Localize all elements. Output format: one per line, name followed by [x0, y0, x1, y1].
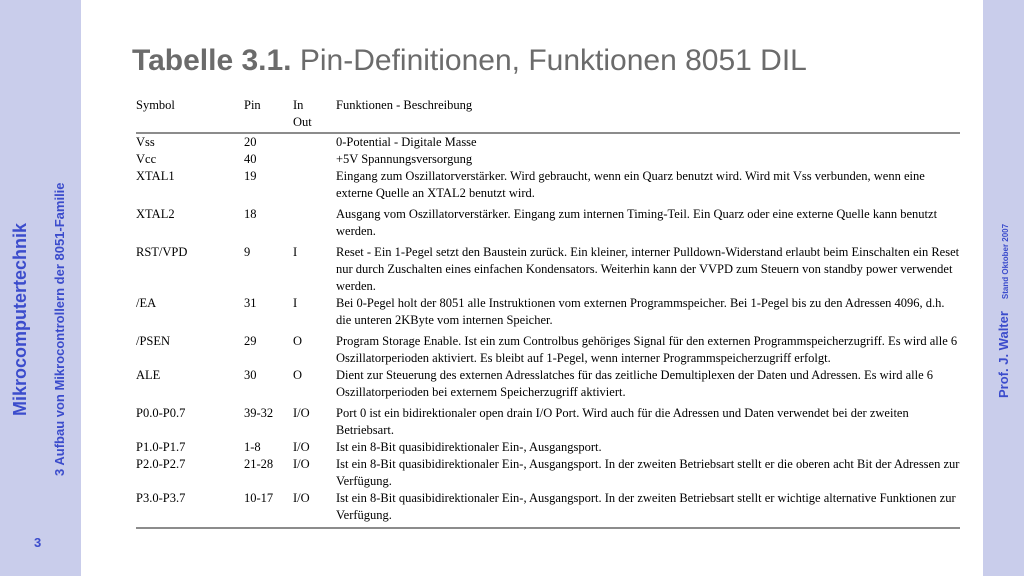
cell-description: Ist ein 8-Bit quasibidirektionaler Ein-, Ausgangsport. In der zweiten Betriebsart stellt er wichtige alternative Funktionen zur Verfügung.: [336, 491, 956, 522]
cell-pin: 30: [244, 368, 257, 382]
cell-description: Port 0 ist ein bidirektionaler open drain I/O Port. Wird auch für die Adressen und Daten verwendet bei der zweiten Betriebsart.: [336, 406, 909, 437]
cell-symbol: P2.0-P2.7: [136, 457, 186, 471]
cell-symbol: P1.0-P1.7: [136, 440, 186, 454]
cell-io: I/O: [293, 491, 310, 505]
cell-io: I: [293, 296, 298, 310]
table-row: [136, 439, 960, 456]
author-footer: [996, 224, 1011, 398]
header-symbol: Symbol: [136, 95, 244, 133]
table-header-row: [136, 95, 960, 133]
header-in-out: In Out: [293, 95, 336, 133]
cell-pin: 19: [244, 169, 257, 183]
cell-pin: 21-28: [244, 457, 274, 471]
cell-description: Dient zur Steuerung des externen Adresslatches für das zeitliche Demultiplexen der Daten und Adressen. Es wird alle 6 Oszillatorperioden bei externem Speicherzugriff aktiviert.: [336, 368, 934, 399]
table-row: [136, 367, 960, 401]
header-description: Funktionen - Beschreibung: [336, 95, 960, 133]
cell-description: Bei 0-Pegel holt der 8051 alle Instruktionen vom externen Programmspeicher. Bei 1-Pegel bis zu den Adressen 4096, d.h. die unteren 2KByte vom internen Speicher.: [336, 296, 945, 327]
page-number: 3: [34, 535, 42, 550]
cell-io: [293, 168, 336, 202]
pin-table: [136, 95, 960, 529]
table-row: [136, 240, 960, 295]
cell-symbol: Vss: [136, 135, 155, 149]
title-number: Tabelle 3.1.: [132, 44, 292, 77]
cell-description: Program Storage Enable. Ist ein zum Controlbus gehöriges Signal für den externen Programmspeicherzugriff. Es wird alle 6 Oszillatorperioden aktiviert. Es bleibt auf 1-Pegel, wenn interner Programmspeicherzugriff erfolgt.: [336, 334, 958, 365]
cell-symbol: RST/VPD: [136, 245, 188, 259]
cell-pin: 31: [244, 296, 257, 310]
cell-io: I/O: [293, 440, 310, 454]
cell-pin: 20: [244, 135, 257, 149]
chapter-title: 3 Aufbau von Mikrocontrollern der 8051-Familie: [52, 182, 67, 476]
table-row: [136, 202, 960, 240]
cell-pin: 39-32: [244, 406, 274, 420]
cell-symbol: /EA: [136, 296, 157, 310]
page-title: [132, 44, 807, 78]
table-row: [136, 456, 960, 490]
stand-date: Stand Oktober 2007: [1001, 223, 1010, 300]
table-row: [136, 401, 960, 439]
title-text: Pin-Definitionen, Funktionen 8051 DIL: [299, 44, 807, 77]
author-name: Prof. J. Walter: [996, 311, 1011, 398]
cell-symbol: P0.0-P0.7: [136, 406, 186, 420]
table-row: [136, 133, 960, 151]
table-row: [136, 329, 960, 367]
cell-io: O: [293, 368, 303, 382]
course-title: Mikrocomputertechnik: [10, 222, 30, 416]
cell-io: [293, 151, 336, 168]
cell-io: I: [293, 245, 298, 259]
cell-pin: 18: [244, 207, 257, 221]
cell-description: Ausgang vom Oszillatorverstärker. Eingang zum internen Timing-Teil. Ein Quarz oder eine externe Quelle kann benutzt werden.: [336, 207, 938, 238]
cell-symbol: ALE: [136, 368, 161, 382]
cell-pin: 10-17: [244, 491, 274, 505]
cell-pin: 9: [244, 245, 251, 259]
cell-io: I/O: [293, 457, 310, 471]
table-row: [136, 490, 960, 528]
table-row: [136, 295, 960, 329]
cell-description: 0-Potential - Digitale Masse: [336, 135, 477, 149]
cell-io: I/O: [293, 406, 310, 420]
cell-description: +5V Spannungsversorgung: [336, 152, 473, 166]
cell-io: [293, 133, 336, 151]
header-pin: Pin: [244, 95, 293, 133]
cell-description: Eingang zum Oszillatorverstärker. Wird gebraucht, wenn ein Quarz benutzt wird. Wird mit Vss verbunden, wenn eine externe Quelle an XTAL2 benutzt wird.: [336, 169, 925, 200]
cell-symbol: P3.0-P3.7: [136, 491, 186, 505]
cell-io: O: [293, 334, 303, 348]
cell-pin: 40: [244, 152, 257, 166]
cell-symbol: XTAL1: [136, 169, 175, 183]
table-row: [136, 151, 960, 168]
cell-description: Ist ein 8-Bit quasibidirektionaler Ein-, Ausgangsport. In der zweiten Betriebsart stellt er die oberen acht Bit der Adressen zur Verfügung.: [336, 457, 960, 488]
cell-io: [293, 202, 336, 240]
cell-symbol: Vcc: [136, 152, 157, 166]
cell-pin: 1-8: [244, 440, 261, 454]
cell-pin: 29: [244, 334, 257, 348]
cell-description: Ist ein 8-Bit quasibidirektionaler Ein-, Ausgangsport.: [336, 440, 602, 454]
cell-symbol: /PSEN: [136, 334, 171, 348]
table-row: [136, 168, 960, 202]
cell-description: Reset - Ein 1-Pegel setzt den Baustein zurück. Ein kleiner, interner Pulldown-Widerstand erlaubt beim Einschalten ein Reset nur durch Zuschalten eines einfachen Kondensators. Weiterhin kann der VVPD zum Steuern von standby power verwendet werden.: [336, 245, 960, 293]
cell-symbol: XTAL2: [136, 207, 175, 221]
